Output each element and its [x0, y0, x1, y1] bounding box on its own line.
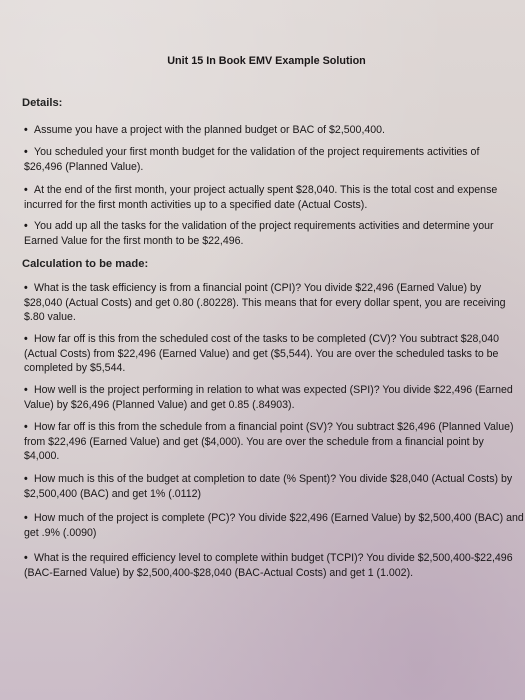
calculation-item-text: get .9% (.0090) — [24, 526, 97, 539]
calculation-item-text: What is the required efficiency level to complete within budget (TCPI)? You divide $2,500,400-$22,496 — [34, 552, 513, 564]
calculation-item-cv — [24, 332, 502, 376]
calculation-item-text: $.80 value. — [24, 311, 76, 323]
calculation-item-text: $2,500,400 (BAC) and get 1% (.0112) — [24, 487, 202, 500]
calculation-item-tcpi — [24, 551, 513, 580]
bullet-icon: • — [24, 146, 28, 158]
calculation-item-sv — [24, 420, 514, 464]
calculation-item-text: How far off is this from the scheduled cost of the tasks to be completed (CV)? You subtract $28,040 — [34, 333, 500, 345]
bullet-icon: • — [24, 512, 28, 524]
details-item-text: Assume you have a project with the planned budget or BAC of $2,500,400. — [34, 124, 386, 136]
bullet-icon: • — [24, 124, 28, 136]
details-item-text: $26,496 (Planned Value). — [24, 160, 144, 173]
calculation-item-text: How well is the project performing in relation to what was expected (SPI)? You divide $22,496 (Earned — [34, 384, 513, 396]
calculation-item-cpi — [24, 281, 506, 325]
calculation-item-text: completed by $5,544. — [24, 362, 126, 374]
calculation-heading: Calculation to be made: — [22, 258, 149, 270]
calculation-item-text: How much of the project is complete (PC)? You divide $22,496 (Earned Value) by $2,500,400 (BAC) and — [34, 512, 524, 524]
calculation-item-text: What is the task efficiency is from a financial point (CPI)? You divide $22,496 (Earned Value) by — [34, 282, 482, 294]
calculation-item-text: $28,040 (Actual Costs) and get 0.80 (.80228). This means that for every dollar spent, you are receiving — [24, 296, 506, 309]
bullet-icon: • — [24, 473, 28, 485]
bullet-icon: • — [24, 552, 28, 564]
bullet-icon: • — [24, 184, 28, 196]
calculation-item-text: $4,000. — [24, 450, 60, 462]
details-item-text: You add up all the tasks for the validation of the project requirements activities and determine your — [34, 220, 494, 232]
calculation-item-pc — [24, 511, 524, 540]
calculation-item-text: (Actual Costs) from $22,496 (Earned Value) and get ($5,544). You are over the scheduled tasks to be — [24, 347, 499, 360]
calculation-item-spi — [24, 383, 513, 412]
details-item-text: You scheduled your first month budget for the validation of the project requirements activities of — [34, 146, 480, 158]
bullet-icon: • — [24, 333, 28, 345]
details-item-4 — [24, 219, 502, 248]
details-item-text: At the end of the first month, your project actually spent $28,040. This is the total cost and expense — [34, 184, 498, 196]
details-item-text: Earned Value for the first month to be $22,496. — [24, 234, 244, 247]
document-title: Unit 15 In Book EMV Example Solution — [167, 55, 366, 67]
details-heading: Details: — [22, 97, 63, 109]
calculation-item-percent-spent — [24, 472, 513, 501]
details-item-text: incurred for the first month activities up to a specified date (Actual Costs). — [24, 198, 368, 211]
calculation-item-text: How far off is this from the schedule from a financial point (SV)? You subtract $26,496 (Planned Value) — [34, 421, 514, 433]
details-item-1 — [24, 123, 502, 138]
bullet-icon: • — [24, 384, 28, 396]
calculation-item-text: How much is this of the budget at completion to date (% Spent)? You divide $28,040 (Actual Costs) by — [34, 473, 513, 485]
details-item-3 — [24, 183, 502, 212]
bullet-icon: • — [24, 282, 28, 294]
calculation-item-text: Value) by $26,496 (Planned Value) and get 0.85 (.84903). — [24, 398, 295, 411]
bullet-icon: • — [24, 220, 28, 232]
bullet-icon: • — [24, 421, 28, 433]
details-item-2 — [24, 145, 502, 174]
calculation-item-text: from $22,496 (Earned Value) and get ($4,000). You are over the schedule from a financial point by — [24, 435, 484, 448]
calculation-item-text: (BAC-Earned Value) by $2,500,400-$28,040 (BAC-Actual Costs) and get 1 (1.002). — [24, 566, 414, 579]
